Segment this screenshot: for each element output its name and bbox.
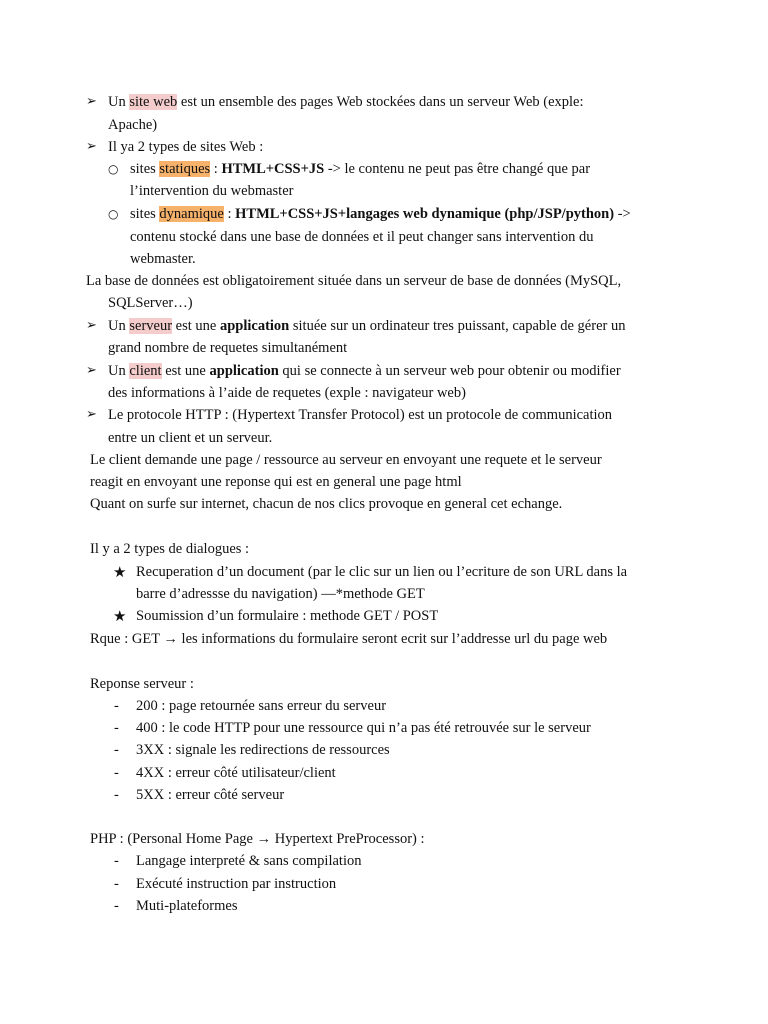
text-line: 400 : le code HTTP pour une ressource qui n’a pas été retrouvée sur le serveur: [136, 720, 591, 736]
bold-text: HTML+CSS+JS: [221, 161, 325, 177]
text-line: grand nombre de requetes simultanément: [108, 340, 348, 356]
text-line: webmaster.: [130, 251, 196, 267]
star-bullet-icon: ★: [113, 607, 127, 625]
text-line: Langage interpreté & sans compilation: [136, 853, 362, 869]
text-line: Exécuté instruction par instruction: [136, 876, 337, 892]
text-line: Il ya 2 types de sites Web :: [108, 139, 264, 155]
text-span: :: [223, 206, 236, 222]
star-bullet-icon: ★: [113, 563, 127, 581]
text-line: 4XX : erreur côté utilisateur/client: [136, 765, 336, 781]
dash-bullet: -: [114, 720, 119, 736]
text-line: Il y a 2 types de dialogues :: [90, 541, 250, 557]
highlight-client: client: [129, 363, 162, 379]
text-line: SQLServer…): [108, 295, 193, 311]
dash-bullet: -: [114, 898, 119, 914]
text-line: des informations à l’aide de requetes (exple : navigateur web): [108, 385, 466, 401]
dash-bullet: -: [114, 698, 119, 714]
circle-bullet-icon: ○: [108, 162, 119, 176]
text-line: reagit en envoyant une reponse qui est en general une page html: [90, 474, 462, 490]
text-line: [130, 159, 590, 179]
text-line: Apache): [108, 117, 158, 133]
text-line: [108, 316, 625, 336]
text-line: PHP : (Personal Home Page → Hypertext PreProcessor) :: [90, 831, 425, 847]
text-line: entre un client et un serveur.: [108, 430, 273, 446]
text-line: La base de données est obligatoirement située dans un serveur de base de données (MySQL,: [86, 273, 622, 289]
arrow-bullet-icon: ➢: [86, 139, 97, 154]
text-line: contenu stocké dans une base de données et il peut changer sans intervention du: [130, 229, 594, 245]
text-span: sites: [130, 161, 160, 177]
bold-text: application: [219, 318, 290, 334]
text-span: Un: [108, 363, 130, 379]
arrow-bullet-icon: ➢: [86, 94, 97, 109]
arrow-bullet-icon: ➢: [86, 363, 97, 378]
text-line: [108, 92, 584, 112]
arrow-bullet-icon: ➢: [86, 407, 97, 422]
text-span: Un: [108, 94, 130, 110]
text-line: 5XX : erreur côté serveur: [136, 787, 285, 803]
bold-text: HTML+CSS+JS+langages web dynamique (php/JSP/python): [235, 206, 615, 222]
text-line: 200 : page retournée sans erreur du serveur: [136, 698, 387, 714]
text-span: située sur un ordinateur tres puissant, capable de gérer un: [289, 318, 626, 334]
bold-text: application: [209, 363, 279, 379]
highlight-statiques: statiques: [159, 161, 211, 177]
dash-bullet: -: [114, 765, 119, 781]
text-line: Soumission d’un formulaire : methode GET / POST: [136, 608, 439, 624]
arrow-bullet-icon: ➢: [86, 318, 97, 333]
text-line: Quant on surfe sur internet, chacun de nos clics provoque en general cet echange.: [90, 496, 563, 512]
text-span: est une: [172, 318, 220, 334]
text-line: Muti-plateformes: [136, 898, 238, 914]
text-span: est un ensemble des pages Web stockées dans un serveur Web (exple:: [177, 94, 584, 110]
text-line: Le protocole HTTP : (Hypertext Transfer Protocol) est un protocole de communication: [108, 407, 613, 423]
text-line: [108, 361, 621, 381]
text-span: ->: [614, 206, 631, 222]
text-span: Un: [108, 318, 130, 334]
text-line: 3XX : signale les redirections de ressources: [136, 742, 390, 758]
dash-bullet: -: [114, 787, 119, 803]
dash-bullet: -: [114, 853, 119, 869]
text-span: :: [210, 161, 222, 177]
text-line: Rque : GET → les informations du formulaire seront ecrit sur l’addresse url du page web: [90, 631, 608, 647]
text-line: Recuperation d’un document (par le clic sur un lien ou l’ecriture de son URL dans la: [136, 564, 628, 580]
text-span: est une: [161, 363, 210, 379]
text-span: qui se connecte à un serveur web pour obtenir ou modifier: [278, 363, 621, 379]
dash-bullet: -: [114, 876, 119, 892]
circle-bullet-icon: ○: [108, 207, 119, 221]
text-line: [130, 204, 631, 224]
text-span: sites: [130, 206, 160, 222]
text-line: l’intervention du webmaster: [130, 183, 294, 199]
text-span: -> le contenu ne peut pas être changé que par: [324, 161, 591, 177]
text-line: barre d’adressse du navigation) —*methode GET: [136, 586, 425, 602]
text-line: Le client demande une page / ressource au serveur en envoyant une requete et le serveur: [90, 452, 602, 468]
highlight-dynamique: dynamique: [159, 206, 224, 222]
highlight-serveur: serveur: [129, 318, 173, 334]
text-line: Reponse serveur :: [90, 676, 194, 692]
highlight-site-web: site web: [129, 94, 178, 110]
dash-bullet: -: [114, 742, 119, 758]
